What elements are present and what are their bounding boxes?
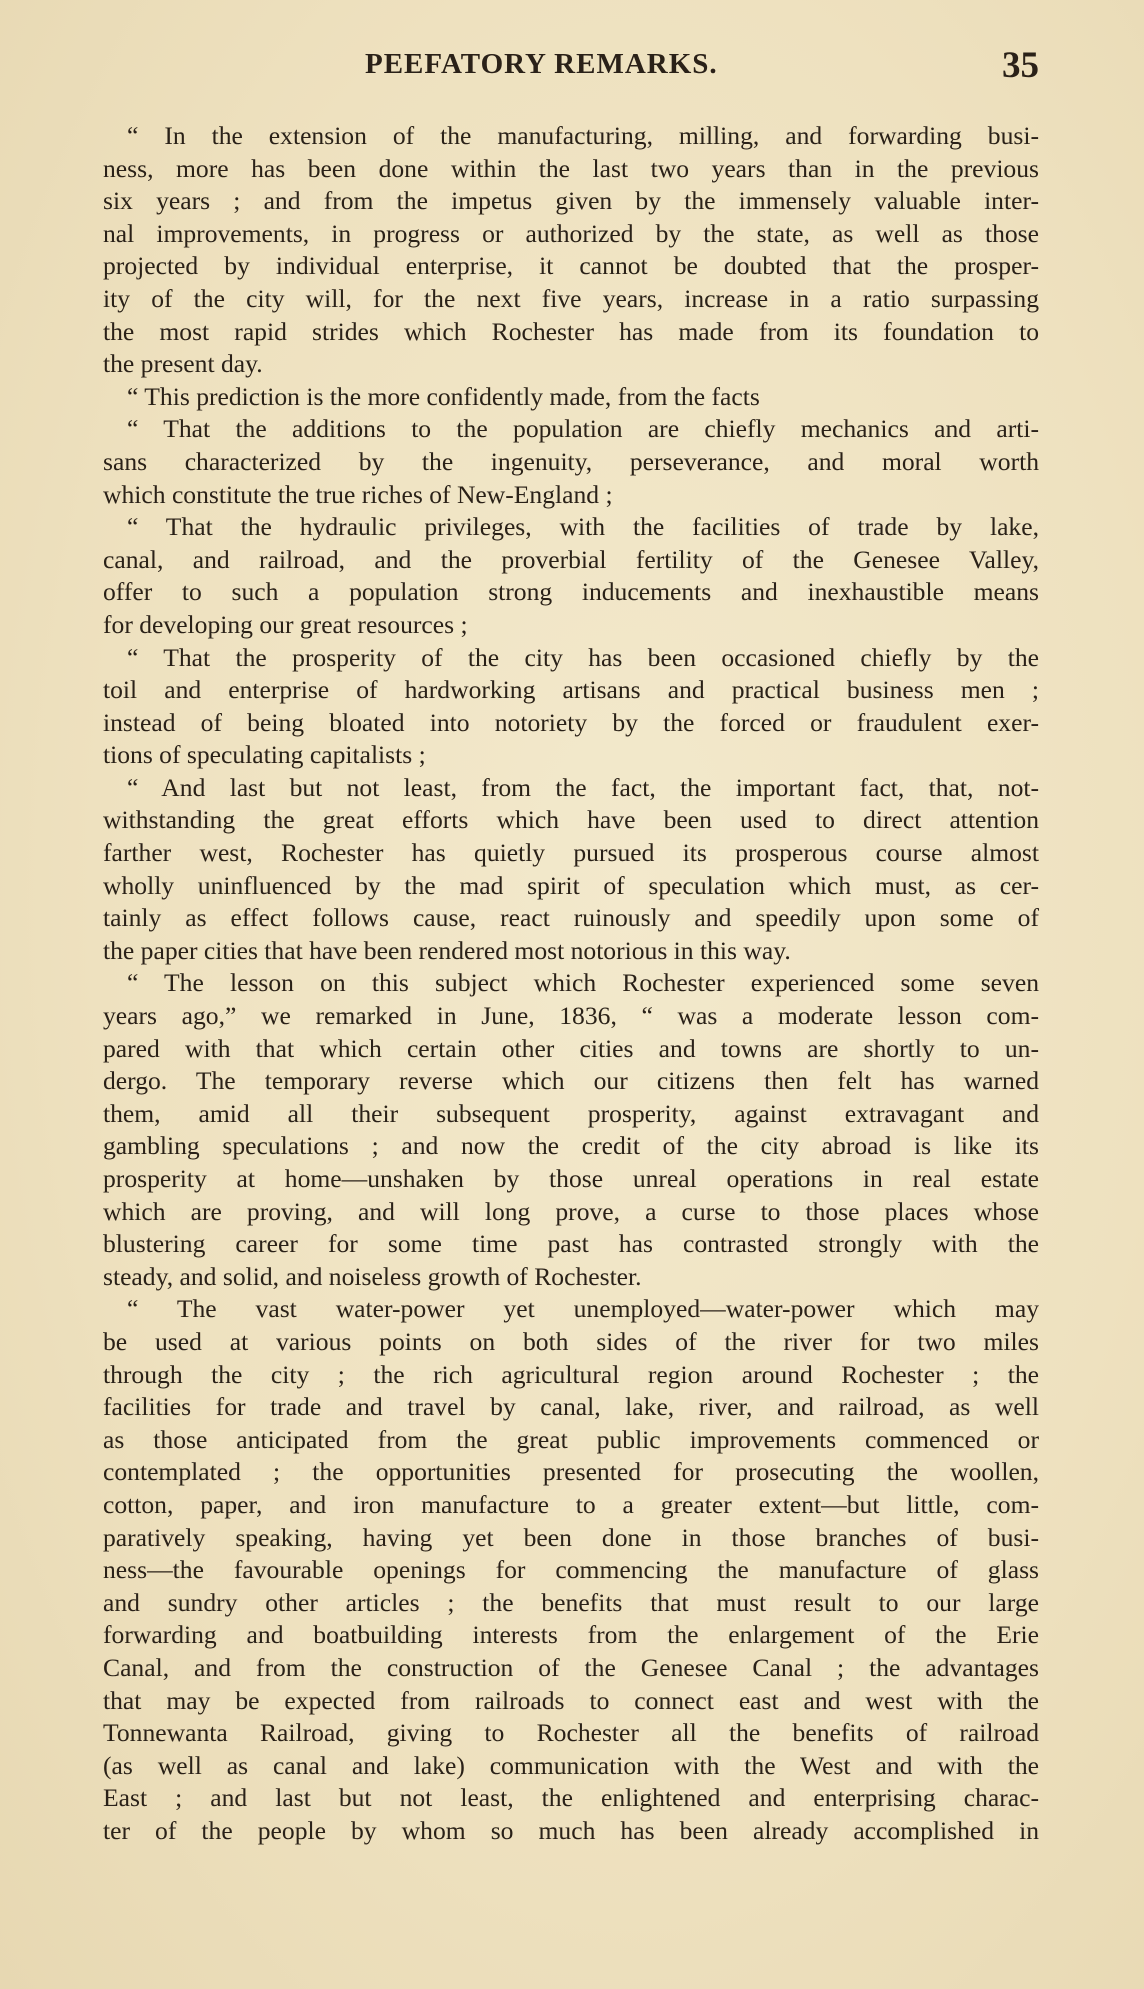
body-text xyxy=(103,120,1039,1847)
text-line: ness—the favourable openings for commencing the manufacture of glass xyxy=(103,1555,1039,1585)
text-line: contemplated ; the opportunities presented for prosecuting the woollen, xyxy=(103,1457,1039,1487)
text-line: tions of speculating capitalists ; xyxy=(103,740,426,770)
text-line: “ This prediction is the more confidently made, from the facts xyxy=(127,381,760,411)
text-line: years ago,” we remarked in June, 1836, “ was a moderate lesson com- xyxy=(103,1001,1039,1031)
paragraph xyxy=(103,381,1039,414)
text-line: Canal, and from the construction of the Genesee Canal ; the advantages xyxy=(103,1652,1039,1682)
paragraph xyxy=(103,511,1039,641)
text-line: offer to such a population strong inducements and inexhaustible means xyxy=(103,577,1039,607)
text-line: toil and enterprise of hardworking artisans and practical business men ; xyxy=(103,675,1039,705)
text-line: Tonnewanta Railroad, giving to Rochester all the benefits of railroad xyxy=(103,1718,1039,1748)
text-line: prosperity at home—unshaken by those unreal operations in real estate xyxy=(103,1164,1039,1193)
text-line: “ That the prosperity of the city has been occasioned chiefly by the xyxy=(127,642,1039,672)
text-line: cotton, paper, and iron manufacture to a greater extent—but little, com- xyxy=(103,1489,1039,1519)
paragraph xyxy=(103,1293,1039,1847)
running-title: PEEFATORY REMARKS. xyxy=(365,48,718,80)
text-line: them, amid all their subsequent prosperity, against extravagant and xyxy=(103,1098,1039,1128)
text-line: blustering career for some time past has contrasted strongly with the xyxy=(103,1229,1039,1259)
text-line: ter of the people by whom so much has been already accomplished in xyxy=(103,1815,1039,1845)
text-line: canal, and railroad, and the proverbial fertility of the Genesee Valley, xyxy=(103,544,1039,574)
text-line: the most rapid strides which Rochester has made from its foundation to xyxy=(103,316,1039,346)
text-line: which constitute the true riches of New-England ; xyxy=(103,479,613,509)
paragraph xyxy=(103,772,1039,968)
text-line: instead of being bloated into notoriety by the forced or fraudulent exer- xyxy=(103,707,1039,737)
paragraph xyxy=(103,642,1039,772)
text-line: steady, and solid, and noiseless growth of Rochester. xyxy=(103,1261,642,1291)
text-line: that may be expected from railroads to connect east and west with the xyxy=(103,1685,1039,1715)
paragraph xyxy=(103,413,1039,511)
text-line: which are proving, and will long prove, a curse to those places whose xyxy=(103,1196,1039,1226)
text-line: and sundry other articles ; the benefits that must result to our large xyxy=(103,1587,1039,1617)
text-line: ity of the city will, for the next five years, increase in a ratio surpassing xyxy=(103,283,1039,313)
text-line: six years ; and from the impetus given by the immensely valuable inter- xyxy=(103,186,1039,216)
text-line: “ And last but not least, from the fact, the important fact, that, not- xyxy=(127,772,1039,802)
text-line: gambling speculations ; and now the credit of the city abroad is like its xyxy=(103,1131,1039,1161)
text-line: for developing our great resources ; xyxy=(103,609,468,639)
text-line: the present day. xyxy=(103,349,263,379)
text-line: pared with that which certain other cities and towns are shortly to un- xyxy=(103,1033,1039,1063)
text-line: the paper cities that have been rendered most notorious in this way. xyxy=(103,935,791,965)
paragraph xyxy=(103,120,1039,381)
text-line: through the city ; the rich agricultural region around Rochester ; the xyxy=(103,1359,1039,1389)
text-line: dergo. The temporary reverse which our citizens then felt has warned xyxy=(103,1066,1039,1096)
text-line: nal improvements, in progress or authorized by the state, as well as those xyxy=(103,218,1039,248)
page-header xyxy=(103,44,1039,94)
paragraph xyxy=(103,967,1039,1293)
text-line: projected by individual enterprise, it cannot be doubted that the prosper- xyxy=(103,251,1039,281)
text-line: “ That the additions to the population are chiefly mechanics and arti- xyxy=(127,414,1039,444)
text-line: (as well as canal and lake) communication with the West and with the xyxy=(103,1750,1039,1780)
text-line: facilities for trade and travel by canal, lake, river, and railroad, as well xyxy=(103,1392,1039,1422)
page-number: 35 xyxy=(1002,45,1039,86)
text-line: paratively speaking, having yet been done in those branches of busi- xyxy=(103,1522,1039,1552)
text-line: forwarding and boatbuilding interests from the enlargement of the Erie xyxy=(103,1620,1039,1650)
text-line: withstanding the great efforts which have been used to direct attention xyxy=(103,805,1039,835)
text-line: sans characterized by the ingenuity, perseverance, and moral worth xyxy=(103,446,1039,476)
text-line: “ The lesson on this subject which Rochester experienced some seven xyxy=(127,968,1039,998)
text-line: ness, more has been done within the last two years than in the previous xyxy=(103,153,1039,183)
text-line: “ The vast water-power yet unemployed—water-power which may xyxy=(127,1294,1039,1324)
text-line: as those anticipated from the great public improvements commenced or xyxy=(103,1424,1039,1454)
text-line: “ In the extension of the manufacturing, milling, and forwarding busi- xyxy=(127,121,1039,150)
text-line: farther west, Rochester has quietly pursued its prosperous course almost xyxy=(103,838,1039,868)
text-line: wholly uninfluenced by the mad spirit of speculation which must, as cer- xyxy=(103,870,1039,900)
text-line: be used at various points on both sides of the river for two miles xyxy=(103,1326,1039,1356)
text-line: East ; and last but not least, the enlightened and enterprising charac- xyxy=(103,1783,1039,1813)
text-line: “ That the hydraulic privileges, with the facilities of trade by lake, xyxy=(127,512,1039,542)
text-line: tainly as effect follows cause, react ruinously and speedily upon some of xyxy=(103,903,1039,933)
